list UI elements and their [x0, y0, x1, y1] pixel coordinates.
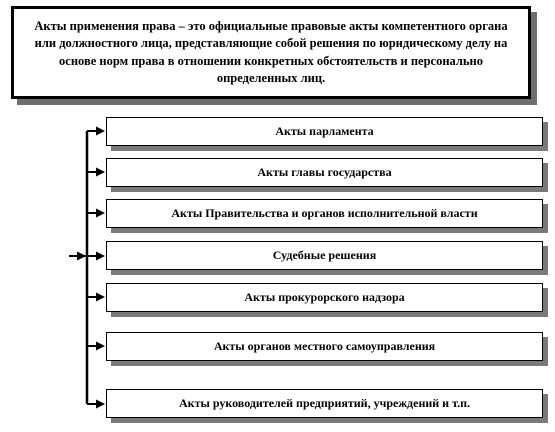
category-box-enterprise-heads — [106, 389, 543, 418]
category-label: Акты Правительства и органов исполнительной власти — [171, 206, 478, 220]
category-box-local-government — [106, 332, 543, 361]
side-arrowhead-icon — [77, 252, 86, 261]
arrowhead-icon — [96, 293, 105, 302]
arrowhead-icon — [96, 127, 105, 136]
category-box-prosecutor — [106, 283, 543, 312]
category-label: Акты руководителей предприятий, учреждений и т.п. — [178, 396, 471, 410]
arrowhead-icon — [96, 252, 105, 261]
definition-text: Акты применения права – это официальные правовые акты компетентного органа или должностного лица, представляющие собой решения по юридическому делу на основе норм права в отношении конкретных обстоятельств и персонально определенных лиц. — [34, 18, 508, 85]
branch-arrows — [77, 127, 105, 409]
category-label: Акты главы государства — [257, 165, 392, 179]
category-label: Судебные решения — [272, 248, 377, 262]
category-box-government — [106, 199, 543, 228]
arrowhead-icon — [96, 342, 105, 351]
category-label: Акты парламента — [275, 124, 374, 138]
arrowhead-icon — [96, 400, 105, 409]
category-box-parliament — [106, 117, 543, 146]
category-label: Акты прокурорского надзора — [244, 290, 405, 304]
arrowhead-icon — [96, 209, 105, 218]
category-label: Акты органов местного самоуправления — [213, 339, 436, 353]
category-box-court-decisions — [106, 241, 543, 270]
category-box-head-of-state — [106, 158, 543, 187]
arrowhead-icon — [96, 168, 105, 177]
definition-box — [11, 6, 531, 99]
